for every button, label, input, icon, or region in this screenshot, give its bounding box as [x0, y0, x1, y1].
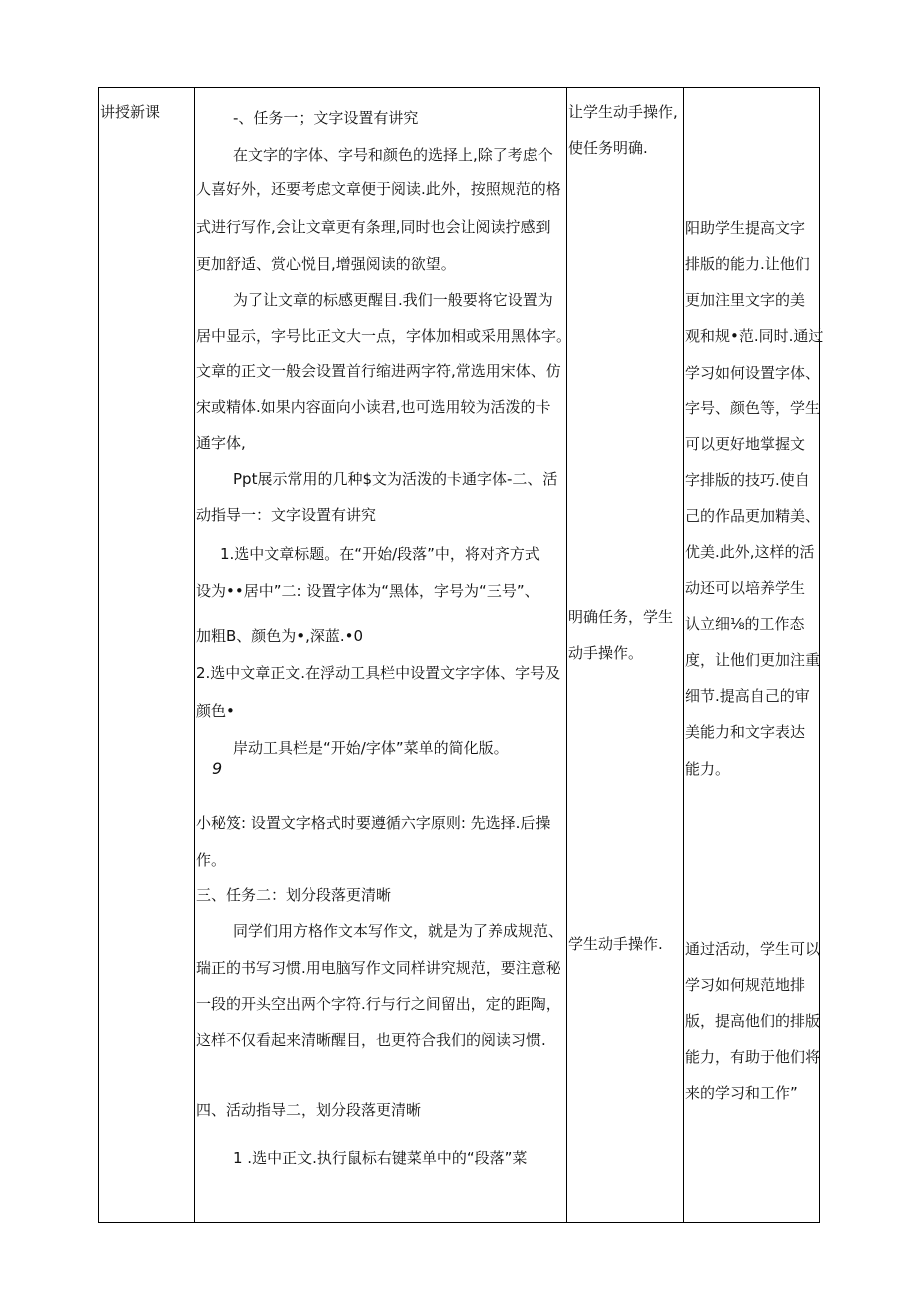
content-line: 颜色• [196, 702, 235, 720]
intent-line: 能力，有助于他们将 [685, 1048, 821, 1066]
content-line: 四、活动指导二，划分段落更清晰 [196, 1101, 422, 1119]
content-line: 1 .选中正文.执行鼠标右键菜单中的“段落”菜 [233, 1149, 528, 1167]
activity-line: 明确任务，学生 [568, 608, 674, 626]
intent-line: 字排版的技巧.使自 [685, 471, 810, 489]
content-line: 9 [212, 759, 223, 778]
column-divider [683, 87, 684, 1223]
intent-line: 版，提高他们的排版 [685, 1012, 821, 1030]
content-line: 这样不仅看起来清晰醒目，也更符合我们的阅读习惯. [196, 1031, 546, 1049]
content-line: 岸动工具栏是“开始/字体”菜单的简化版。 [233, 739, 509, 757]
content-line: 为了让文章的标感更醒目.我们一般要将它设置为 [233, 291, 553, 309]
intent-line: 学习如何规范地排 [685, 976, 806, 994]
content-line: 在文字的字体、字号和颜色的选择上,除了考虑个 [233, 146, 553, 164]
intent-line: 己的作品更加精美、 [685, 507, 821, 525]
content-line: 人喜好外，还要考虑文章便于阅读.此外，按照规范的格 [196, 180, 561, 198]
intent-line: 通过活动，学生可以 [685, 940, 821, 958]
content-line: 设为••居中”二: 设置字体为“黑体，字号为“三号”、 [196, 582, 540, 600]
activity-line: 动手操作。 [568, 644, 644, 662]
content-line: 动指导一：文字设置有讲究 [196, 506, 377, 524]
content-line: 1.选中文章标题。在“开始/段落”中，将对齐方式 [220, 545, 540, 563]
intent-line: 可以更好地掌握文 [685, 435, 806, 453]
intent-line: 优美.此外,这样的活 [685, 543, 815, 561]
activity-line: 学生动手操作. [568, 935, 663, 953]
intent-line: 细节.提高自己的审 [685, 687, 810, 705]
intent-line: 美能力和文字表达 [685, 723, 806, 741]
content-line: 同学们用方格作文本写作文，就是为了养成规范、 [233, 922, 564, 940]
content-line: 宋或精体.如果内容面向小读君,也可选用较为活泼的卡 [196, 398, 551, 416]
content-line: 加粗B、颜色为•,深蓝.•0 [196, 627, 364, 645]
content-line: 一段的开头空出两个字符.行与行之间留出，定的距陶， [196, 995, 561, 1013]
intent-line: 度，让他们更加注重 [685, 651, 821, 669]
activity-line: 使任务明确. [568, 139, 648, 157]
section-label: 讲授新课 [100, 103, 161, 121]
content-line: 三、任务二：划分段落更清晰 [196, 886, 392, 904]
intent-line: 更加注里文字的美 [685, 291, 806, 309]
content-line: 文章的正文一般会设置首行缩进两字符,常选用宋体、仿 [196, 362, 561, 380]
intent-line: 学习如何设置字体、 [685, 364, 821, 382]
content-line: 通字体, [196, 434, 246, 452]
column-divider [566, 87, 567, 1223]
intent-line: 动还可以培养学生 [685, 579, 806, 597]
content-line: 小秘笈: 设置文字格式时要遵循六字原则: 先选择.后操 [196, 814, 551, 832]
intent-line: 字号、颜色等，学生 [685, 399, 821, 417]
intent-line: 排版的能力.让他们 [685, 255, 810, 273]
intent-line: 来的学习和工作” [685, 1084, 798, 1102]
intent-line: 认立细⅛的工作态 [685, 615, 805, 633]
column-divider [194, 87, 195, 1223]
activity-line: 让学生动手操作, [568, 103, 678, 121]
content-line: Ppt展示常用的几种$文为活泼的卡通字体-二、活 [233, 470, 558, 488]
content-line: 居中显示，字号比正文大一点，字体加相或采用黑体字。 [196, 327, 572, 345]
content-line: 式进行写作,会让文章更有条理,同时也会让阅读拧感到 [196, 218, 551, 236]
intent-line: 观和规•范.同时.通过 [685, 327, 824, 345]
intent-line: 阳助学生提高文字 [685, 219, 806, 237]
content-line: 更加舒适、赏心悦目,增强阅读的欲望。 [196, 255, 456, 273]
content-line: 2.选中文章正文.在浮动工具栏中设置文字字体、字号及 [196, 664, 561, 682]
content-line: 作。 [196, 851, 227, 869]
intent-line: 能力。 [685, 760, 731, 778]
content-line: 瑞正的书写习惯.用电脑写作文同样讲究规范，要注意秘 [196, 959, 561, 977]
content-line: -、任务一；文字设置有讲究 [233, 109, 419, 127]
